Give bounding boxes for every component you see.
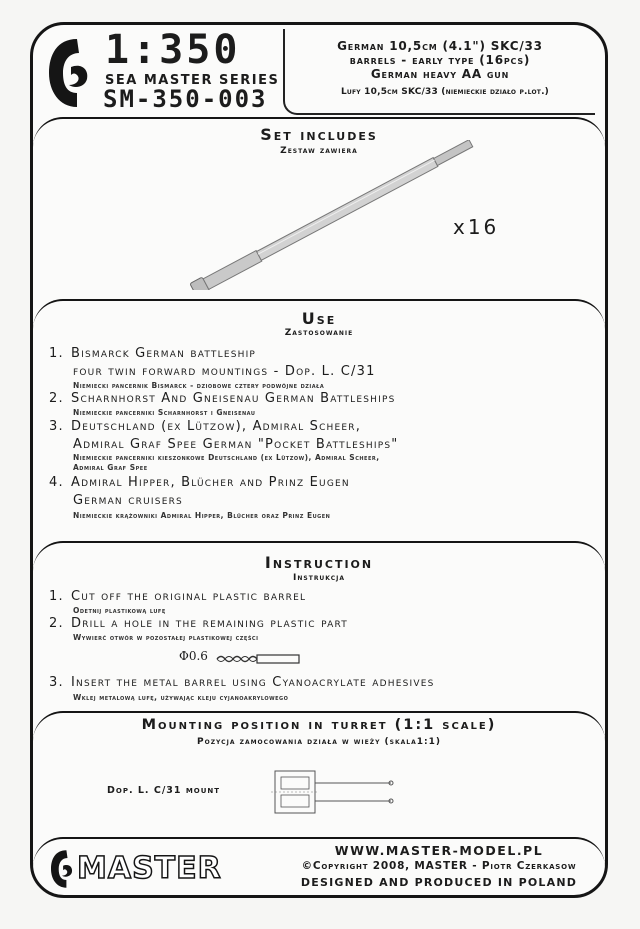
instruction-subtitle: Instrukcja (293, 573, 345, 583)
mount-label: Dop. L. C/31 mount (107, 785, 221, 796)
use-item-4 (49, 475, 350, 490)
footer-copyright: ©Copyright 2008, MASTER - Piotr Czerkasow (301, 860, 577, 872)
mounting-subtitle: Pozycja zamocowania działa w wieży (skala1:1) (197, 737, 441, 747)
master-logo-icon (47, 33, 91, 113)
instruction-sheet (30, 22, 608, 898)
use-item-4-pl: Niemieckie krążowniki Admiral Hipper, Blücher oraz Prinz Eugen (73, 511, 331, 520)
step-1-pl: Odetnij plastikową lufę (73, 606, 166, 615)
title-line-1: German 10,5cm (4.1") SKC/33 (337, 39, 543, 53)
use-subtitle: Zastosowanie (284, 328, 354, 338)
step-1-num: 1. (49, 589, 64, 604)
drill-bit-icon (215, 653, 301, 665)
use-item-2-num: 2. (49, 391, 64, 406)
use-item-2-line1: Scharnhorst And Gneisenau German Battleships (71, 391, 396, 406)
step-2-num: 2. (49, 616, 64, 631)
step-3-num: 3. (49, 675, 64, 690)
turret-diagram (271, 767, 401, 817)
product-title-box (283, 29, 595, 115)
use-item-3-pl2: Admiral Graf Spee (73, 463, 148, 472)
step-2-pl: Wywierć otwór w pozostałej plastikowej części (73, 633, 259, 642)
use-item-2 (49, 391, 396, 406)
use-item-2-pl: Niemieckie pancerniki Scharnhorst i Gneisenau (73, 408, 256, 417)
use-item-3-num: 3. (49, 419, 64, 434)
step-3-text: Insert the metal barrel using Cyanoacrylate adhesives (71, 675, 435, 690)
product-subtitle: Lufy 10,5cm SKC/33 (niemieckie działo p.lot.) (340, 87, 549, 97)
set-title: Set includes (260, 125, 378, 144)
instruction-step-3 (49, 675, 435, 690)
step-1-text: Cut off the original plastic barrel (71, 589, 307, 604)
instruction-step-1 (49, 589, 306, 604)
use-title: Use (301, 309, 337, 328)
scale-label: 1:350 (105, 27, 241, 73)
footer-made: DESIGNED AND PRODUCED IN POLAND (300, 876, 578, 889)
use-item-3-line2: Admiral Graf Spee German "Pocket Battleships" (73, 437, 399, 452)
use-item-1-num: 1. (49, 346, 64, 361)
step-3-pl: Wklej metalową lufę, używając kleju cyjanoakrylowego (73, 693, 289, 702)
use-item-3 (49, 419, 361, 434)
series-label: SEA MASTER SERIES (105, 73, 280, 88)
use-item-1-pl: Niemiecki pancernik Bismarck - dziobowe cztery podwójne działa (73, 381, 325, 390)
title-line-3: German heavy AA gun (370, 67, 510, 81)
step-2-text: Drill a hole in the remaining plastic part (71, 616, 348, 631)
use-item-1-line1: Bismarck German battleship (71, 346, 257, 361)
set-subtitle: Zestaw zawiera (280, 146, 358, 156)
use-item-4-num: 4. (49, 475, 64, 490)
header-brand-block (33, 25, 303, 117)
use-item-3-pl: Niemieckie pancerniki kieszonkowe Deutschland (ex Lützow), Admiral Scheer, (73, 453, 380, 462)
footer-url[interactable]: WWW.MASTER-MODEL.PL (334, 843, 544, 858)
product-code: SM-350-003 (103, 85, 268, 113)
quantity-label: x16 (453, 215, 500, 239)
use-item-3-line1: Deutschland (ex Lützow), Admiral Scheer, (71, 419, 362, 434)
instruction-title: Instruction (264, 553, 374, 572)
instruction-step-2 (49, 616, 348, 631)
use-item-1-line2: four twin forward mountings - Dop. L. C/31 (73, 364, 376, 379)
title-line-2: barrels - early type (16pcs) (349, 53, 531, 67)
use-item-4-line2: German cruisers (73, 493, 183, 508)
drill-size-label: Φ0.6 (179, 649, 208, 663)
footer-brand-name: MASTER (77, 851, 222, 886)
mounting-title: Mounting position in turret (1:1 scale) (141, 717, 497, 733)
use-item-4-line1: Admiral Hipper, Blücher and Prinz Eugen (71, 475, 350, 490)
footer-logo-icon (47, 847, 77, 891)
use-item-1 (49, 346, 256, 361)
